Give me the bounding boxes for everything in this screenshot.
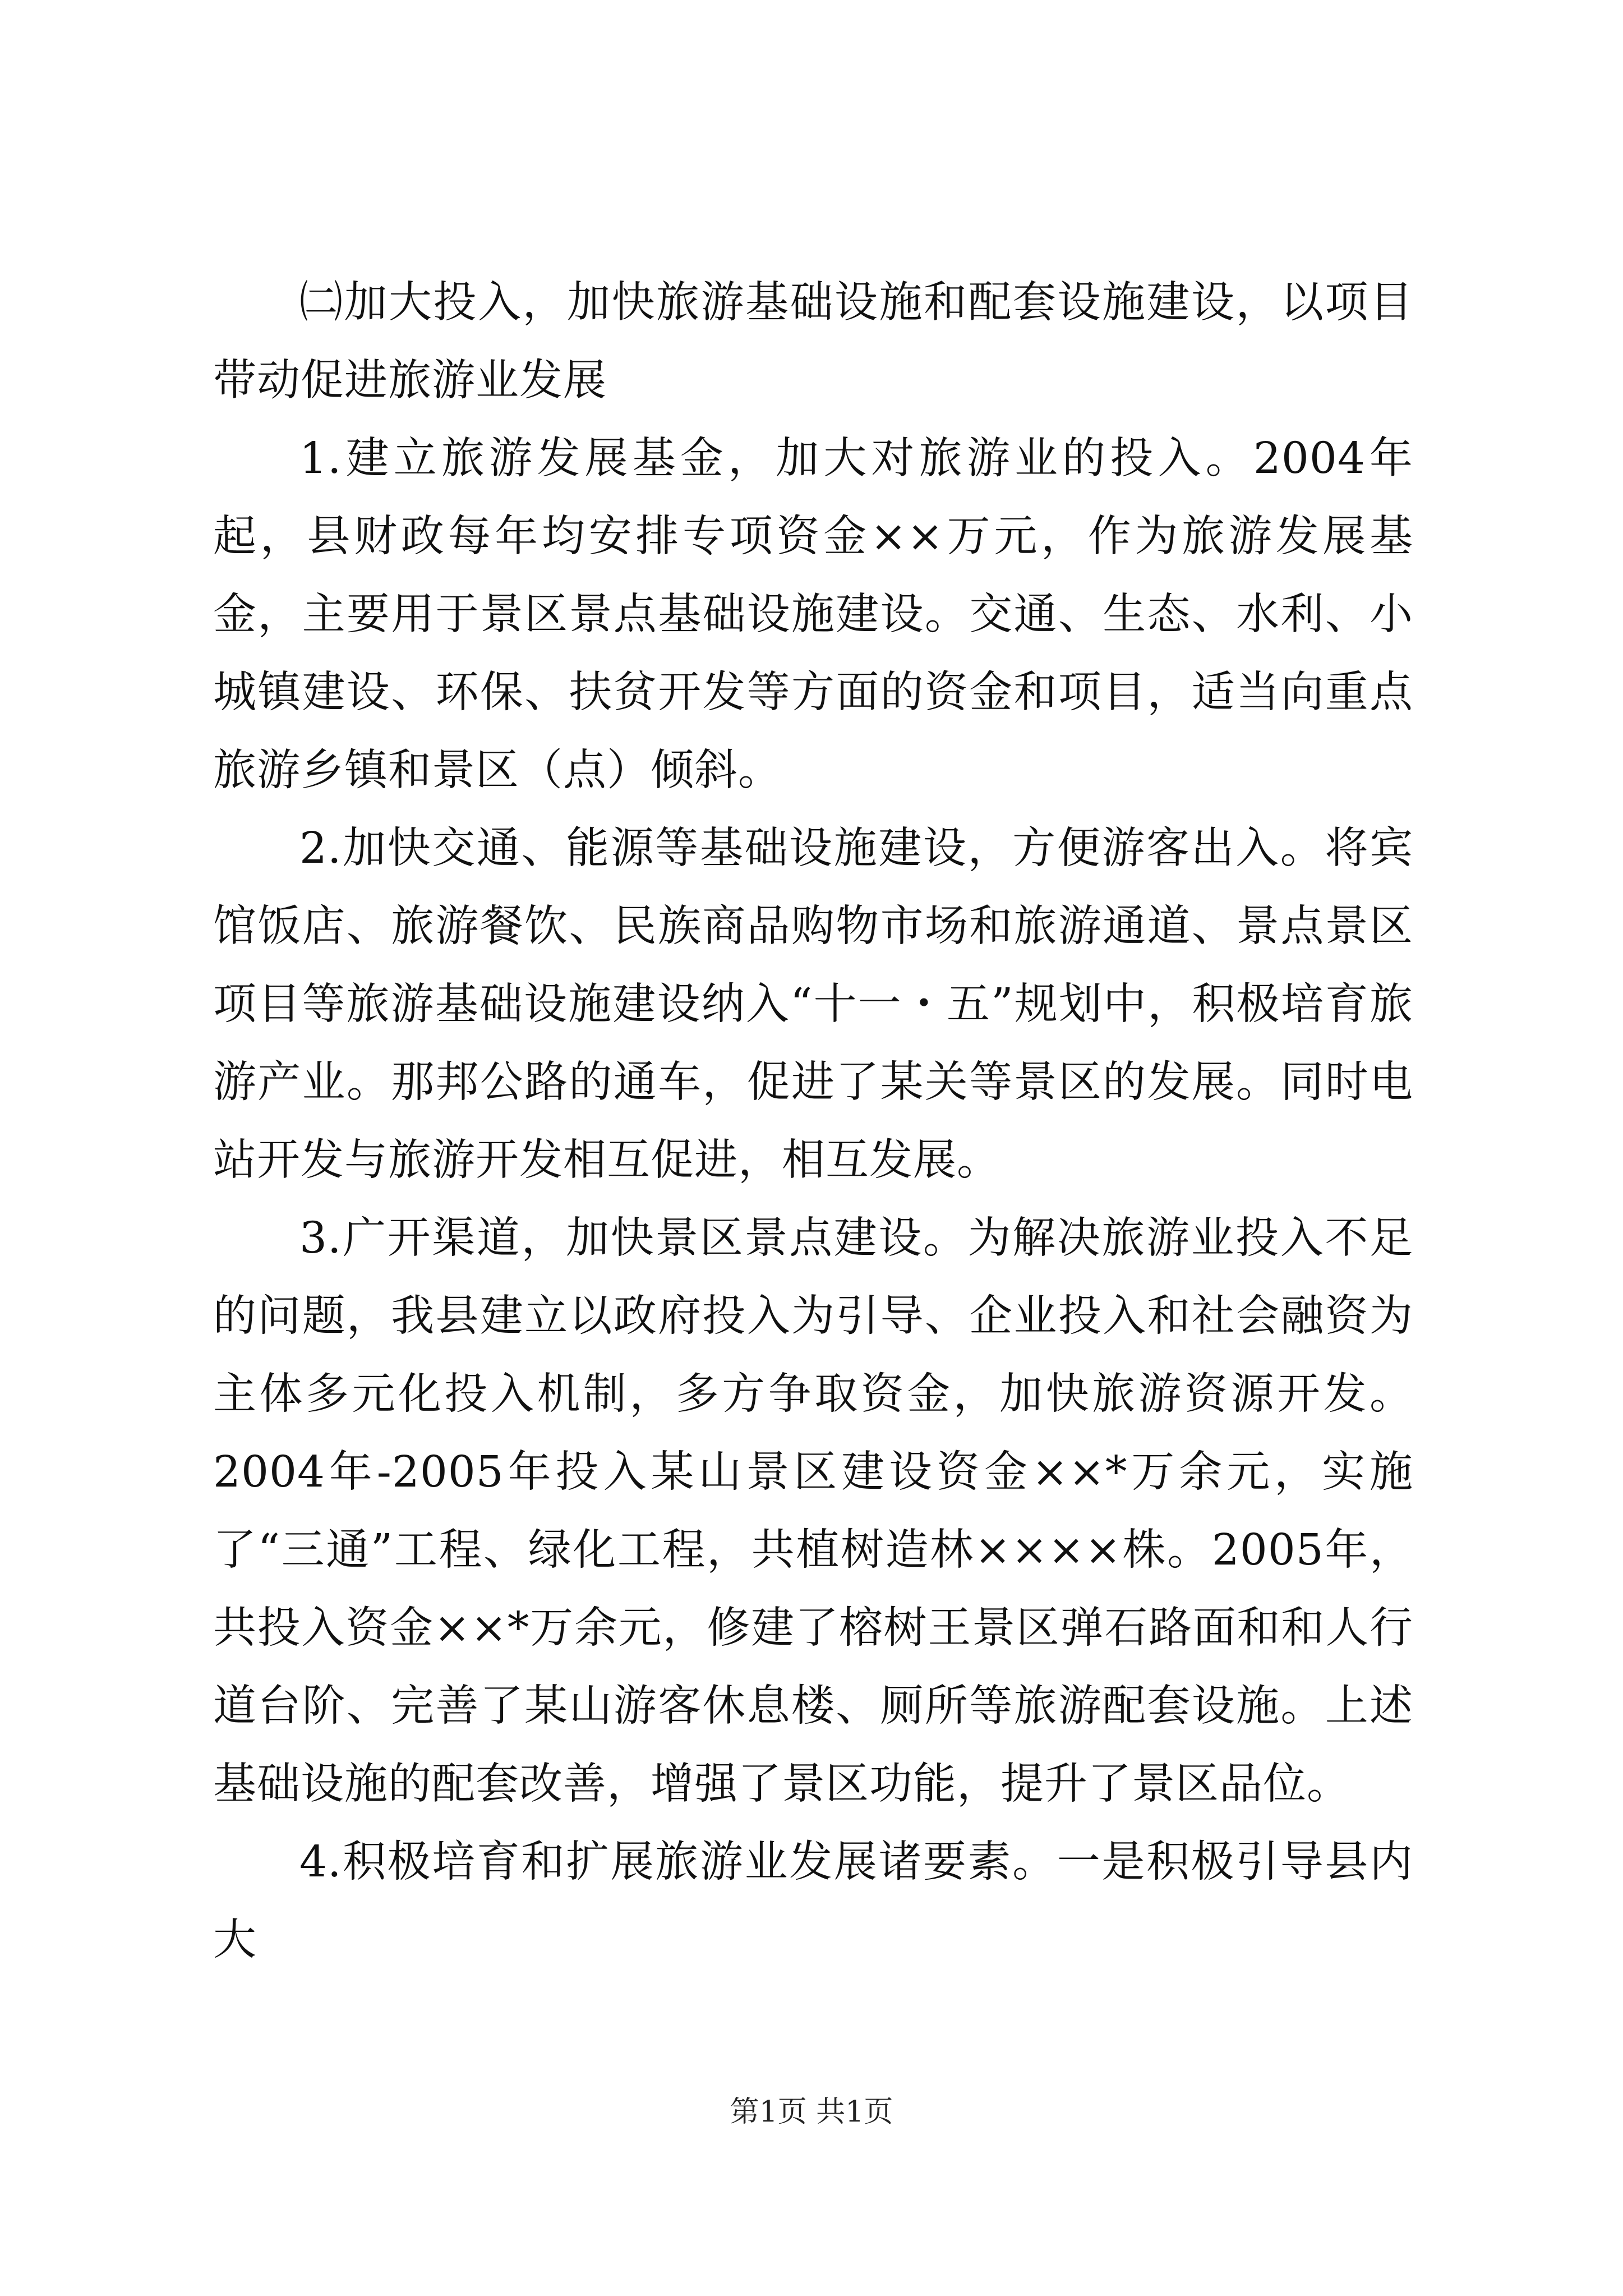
page-footer <box>0 2092 1623 2132</box>
section-heading: ㈡加大投入，加快旅游基础设施和配套设施建设，以项目带动促进旅游业发展 <box>213 278 1413 406</box>
paragraph-1: 1.建立旅游发展基金，加大对旅游业的投入。2004年起，县财政每年均安排专项资金××万元，作为旅游发展基金，主要用于景区景点基础设施建设。交通、生态、水利、小城镇建设、环保、扶贫开发等方面的资金和项目，适当向重点旅游乡镇和景区（点）倾斜。 <box>213 434 1413 795</box>
page-number-label: 第1页 共1页 <box>730 2095 893 2129</box>
paragraph-4: 4.积极培育和扩展旅游业发展诸要素。一是积极引导县内大 <box>213 1837 1413 1965</box>
document-body <box>213 264 1413 1979</box>
paragraph-3: 3.广开渠道，加快景区景点建设。为解决旅游业投入不足的问题，我县建立以政府投入为引导、企业投入和社会融资为主体多元化投入机制，多方争取资金，加快旅游资源开发。2004年-2005年投入某山景区建设资金××*万余元，实施了“三通”工程、绿化工程，共植树造林××××株。2005年，共投入资金××*万余元，修建了榕树王景区弹石路面和和人行道台阶、完善了某山游客休息楼、厕所等旅游配套设施。上述基础设施的配套改善，增强了景区功能，提升了景区品位。 <box>213 1213 1413 1809</box>
paragraph-2: 2.加快交通、能源等基础设施建设，方便游客出入。将宾馆饭店、旅游餐饮、民族商品购物市场和旅游通道、景点景区项目等旅游基础设施建设纳入“十一・五”规划中，积极培育旅游产业。那邦公路的通车，促进了某关等景区的发展。同时电站开发与旅游开发相互促进，相互发展。 <box>213 823 1413 1185</box>
